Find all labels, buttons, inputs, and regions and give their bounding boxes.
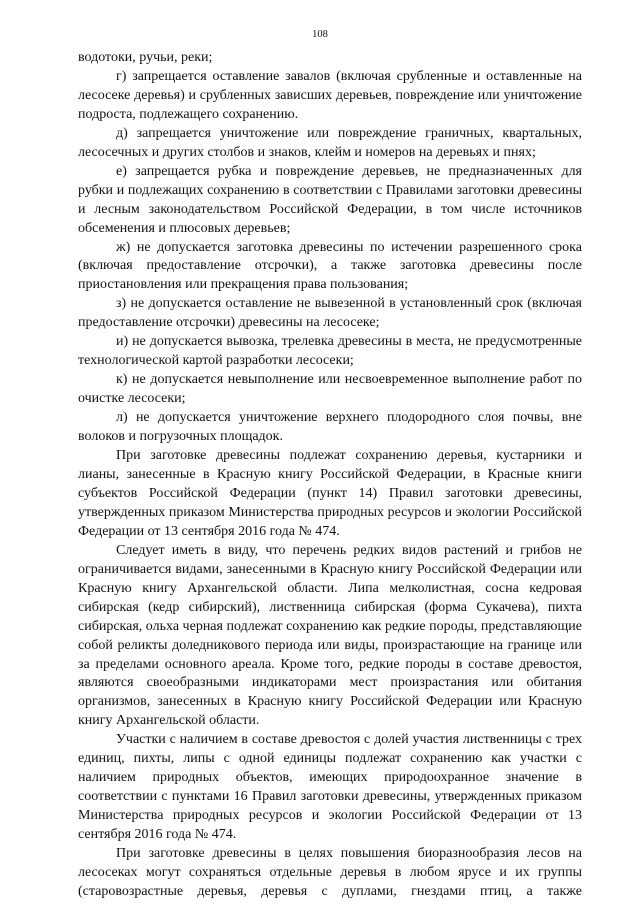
body-text (78, 49, 582, 902)
paragraph: водотоки, ручьи, реки; (78, 50, 213, 65)
paragraph: е) запрещается рубка и повреждение деревьев, не предназначенных для рубки и подлежащих сохранению в соответствии с Правилами заготовки древесины и лесным законодательством Российской Федерации, в том числе источников обсеменения и плюсовых деревьев; (78, 163, 582, 236)
paragraph: к) не допускается невыполнение или несвоевременное выполнение работ по очистке лесосеки; (78, 372, 582, 407)
paragraph: При заготовке древесины в целях повышения биоразнообразия лесов на лесосеках могут сохраняться отдельные деревья в любом ярусе и их группы (старовозрастные деревья, деревья с дуплами, гнездами птиц, а также (78, 846, 582, 899)
paragraph: и) не допускается вывозка, трелевка древесины в места, не предусмотренные технологической картой разработки лесосеки; (78, 334, 582, 369)
paragraph: д) запрещается уничтожение или повреждение граничных, квартальных, лесосечных и других столбов и знаков, клейм и номеров на деревьях и пнях; (78, 125, 582, 160)
paragraph: Следует иметь в виду, что перечень редких видов растений и грибов не ограничивается видами, занесенными в Красную книгу Российской Федерации или Красную книгу Архангельской области. Липа мелколистная, сосна кедровая сибирская (кедр сибирский), лиственница сибирская (форма Сукачева), пихта сибирская, ольха черная подлежат сохранению как редкие породы, представляющие собой реликты доледникового периода или виды, произрастающие на границе или за пределами основного ареала. Кроме того, редкие породы в составе древостоя, являются своеобразными индикаторами мест произрастания или обитания организмов, занесенных в Красную книгу Российской Федерации или Красную книгу Архангельской области. (78, 542, 582, 729)
paragraph: ж) не допускается заготовка древесины по истечении разрешенного срока (включая предоставление отсрочки), а также заготовка древесины после приостановления или прекращения права пользования; (78, 239, 582, 293)
page-number: 108 (312, 29, 328, 40)
paragraph: л) не допускается уничтожение верхнего плодородного слоя почвы, вне волоков и погрузочных площадок. (78, 410, 582, 445)
paragraph: г) запрещается оставление завалов (включая срубленные и оставленные на лесосеке деревья) и срубленных зависших деревьев, повреждение или уничтожение подроста, подлежащего сохранению. (78, 68, 582, 122)
paragraph: При заготовке древесины подлежат сохранению деревья, кустарники и лианы, занесенные в Красную книгу Российской Федерации, в Красные книги субъектов Российской Федерации (пункт 14) Правил заготовки древесины, утвержденных приказом Министерства природных ресурсов и экологии Российской Федерации от 13 сентября 2016 года № 474. (78, 448, 582, 539)
paragraph: Участки с наличием в составе древостоя с долей участия лиственницы с трех единиц, пихты, липы с одной единицы подлежат сохранению как участки с наличием природных объектов, имеющих природоохранное значение в соответствии с пунктами 16 Правил заготовки древесины, утвержденных приказом Министерства природных ресурсов и экологии Российской Федерации от 13 сентября 2016 года № 474. (78, 732, 582, 843)
paragraph: з) не допускается оставление не вывезенной в установленный срок (включая предоставление отсрочки) древесины на лесосеке; (78, 296, 582, 331)
